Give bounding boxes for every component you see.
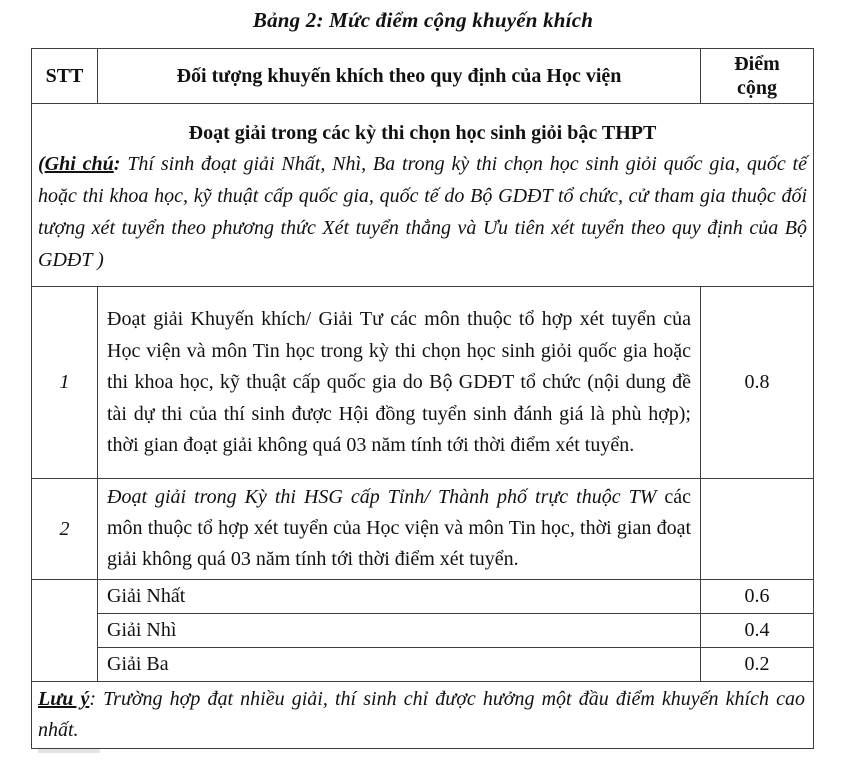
row2-stt: 2 — [32, 479, 98, 580]
footer-note-cell — [32, 682, 814, 749]
col-header-points-line1: Điểm — [734, 53, 780, 75]
prize-second-points: 0.4 — [701, 614, 814, 648]
footer-note-text: : Trường hợp đạt nhiều giải, thí sinh chỉ được hưởng một đầu điểm khuyến khích cao nhất. — [38, 688, 805, 741]
prize-second-label: Giải Nhì — [98, 614, 701, 648]
row1-points: 0.8 — [701, 287, 814, 479]
prize-first-label: Giải Nhất — [98, 580, 701, 614]
col-header-points-line2: cộng — [737, 77, 777, 99]
note-label: Ghi chú — [44, 153, 114, 175]
prize-third-label: Giải Ba — [98, 648, 701, 682]
table-row — [32, 648, 814, 682]
section-row — [32, 104, 814, 287]
prize-first-points: 0.6 — [701, 580, 814, 614]
col-header-subject — [98, 49, 701, 104]
section-note — [38, 148, 807, 276]
table-caption: Bảng 2: Mức điểm cộng khuyến khích — [252, 8, 594, 32]
table-header-row — [32, 49, 814, 104]
row1-stt: 1 — [32, 287, 98, 479]
section-cell — [32, 104, 814, 287]
section-heading: Đoạt giải trong các kỳ thi chọn học sinh giỏi bậc THPT — [188, 122, 657, 144]
row2-description-italic: Đoạt giải trong Kỳ thi HSG cấp Tỉnh/ Thành phố trực thuộc TW — [107, 486, 657, 508]
note-text: Thí sinh đoạt giải Nhất, Nhì, Ba trong kỳ thi chọn học sinh giỏi quốc gia, quốc tế hoặc thi khoa học, kỹ thuật cấp quốc gia, quốc tế do Bộ GDĐT tổ chức, cử tham gia thuộc đối tượng xét tuyển theo phương thức Xét tuyển thẳng và Ưu tiên xét tuyển theo quy định của Bộ GDĐT ) — [38, 153, 807, 271]
row2-points — [701, 479, 814, 580]
row1-description: Đoạt giải Khuyến khích/ Giải Tư các môn thuộc tổ hợp xét tuyển của Học viện và môn Tin học trong kỳ thi chọn học sinh giỏi quốc gia hoặc thi khoa học, kỹ thuật cấp quốc gia do Bộ GDĐT tổ chức (nội dung đề tài dự thi của thí sinh được Hội đồng tuyển sinh đánh giá là phù hợp); thời gian đoạt giải không quá 03 năm tính tới thời điểm xét tuyển. — [98, 287, 701, 479]
col-header-points — [701, 49, 814, 104]
footer-note-row — [32, 682, 814, 749]
footer-note-label: Lưu ý — [38, 688, 90, 710]
col-header-stt-label: STT — [45, 65, 84, 87]
col-header-subject-label: Đối tượng khuyến khích theo quy định của Học viện — [176, 65, 622, 87]
table-row — [32, 580, 814, 614]
prize-third-points: 0.2 — [701, 648, 814, 682]
table-row — [32, 614, 814, 648]
prize-stt-empty-cell — [32, 580, 98, 682]
row2-description-normal: các môn thuộc tổ hợp xét tuyển của Học viện và môn Tin học, thời gian đoạt giải không quá 03 năm tính tới thời điểm xét tuyển. — [107, 486, 691, 570]
row2-description — [98, 479, 701, 580]
table-row — [32, 287, 814, 479]
bonus-points-table — [31, 48, 814, 749]
scan-artifact — [38, 749, 100, 753]
table-row — [32, 479, 814, 580]
note-colon: : — [113, 153, 128, 175]
col-header-stt — [32, 49, 98, 104]
note-prefix: ( — [38, 153, 45, 175]
